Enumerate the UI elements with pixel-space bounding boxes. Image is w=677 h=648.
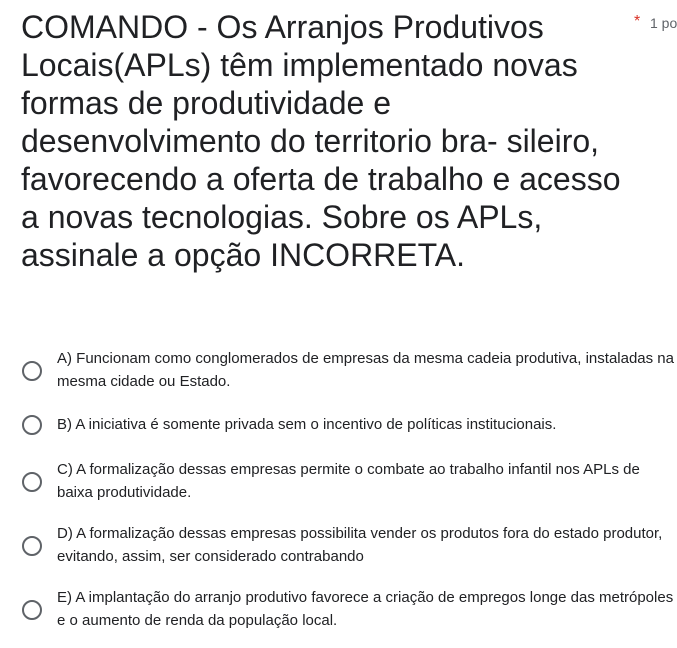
- option-b-label: B) A iniciativa é somente privada sem o incentivo de políticas institucionais.: [57, 416, 557, 433]
- radio-button-c[interactable]: [22, 472, 42, 492]
- radio-button-b[interactable]: [22, 415, 42, 435]
- required-marker: *: [634, 13, 641, 30]
- option-b[interactable]: [0, 412, 677, 438]
- option-c-label: C) A formalização dessas empresas permite o combate ao trabalho infantil nos APLs de baixa produtividade.: [57, 461, 640, 501]
- points-label: 1 po: [650, 15, 677, 31]
- option-d[interactable]: [0, 521, 677, 567]
- option-a-label: A) Funcionam como conglomerados de empresas da mesma cadeia produtiva, instaladas na mesma cidade ou Estado.: [57, 350, 674, 390]
- option-a[interactable]: [0, 346, 677, 392]
- option-e-label: E) A implantação do arranjo produtivo favorece a criação de empregos longe das metrópoles e o aumento de renda da população local.: [57, 589, 674, 629]
- question-title: COMANDO - Os Arranjos Produtivos Locais(APLs) têm implementado novas formas de produtividade e desenvolvimento do territorio bra- sileiro, favorecendo a oferta de trabalho e acesso a novas tecnologias. Sobre os APLs, assinale a opção INCORRETA.: [21, 9, 621, 273]
- radio-button-e[interactable]: [22, 600, 42, 620]
- radio-button-d[interactable]: [22, 536, 42, 556]
- option-c[interactable]: [0, 457, 677, 503]
- option-d-label: D) A formalização dessas empresas possibilita vender os produtos fora do estado produtor, evitando, assim, ser considerado contrabando: [57, 525, 663, 565]
- question-header: [0, 0, 677, 290]
- option-e[interactable]: [0, 585, 677, 631]
- radio-button-a[interactable]: [22, 361, 42, 381]
